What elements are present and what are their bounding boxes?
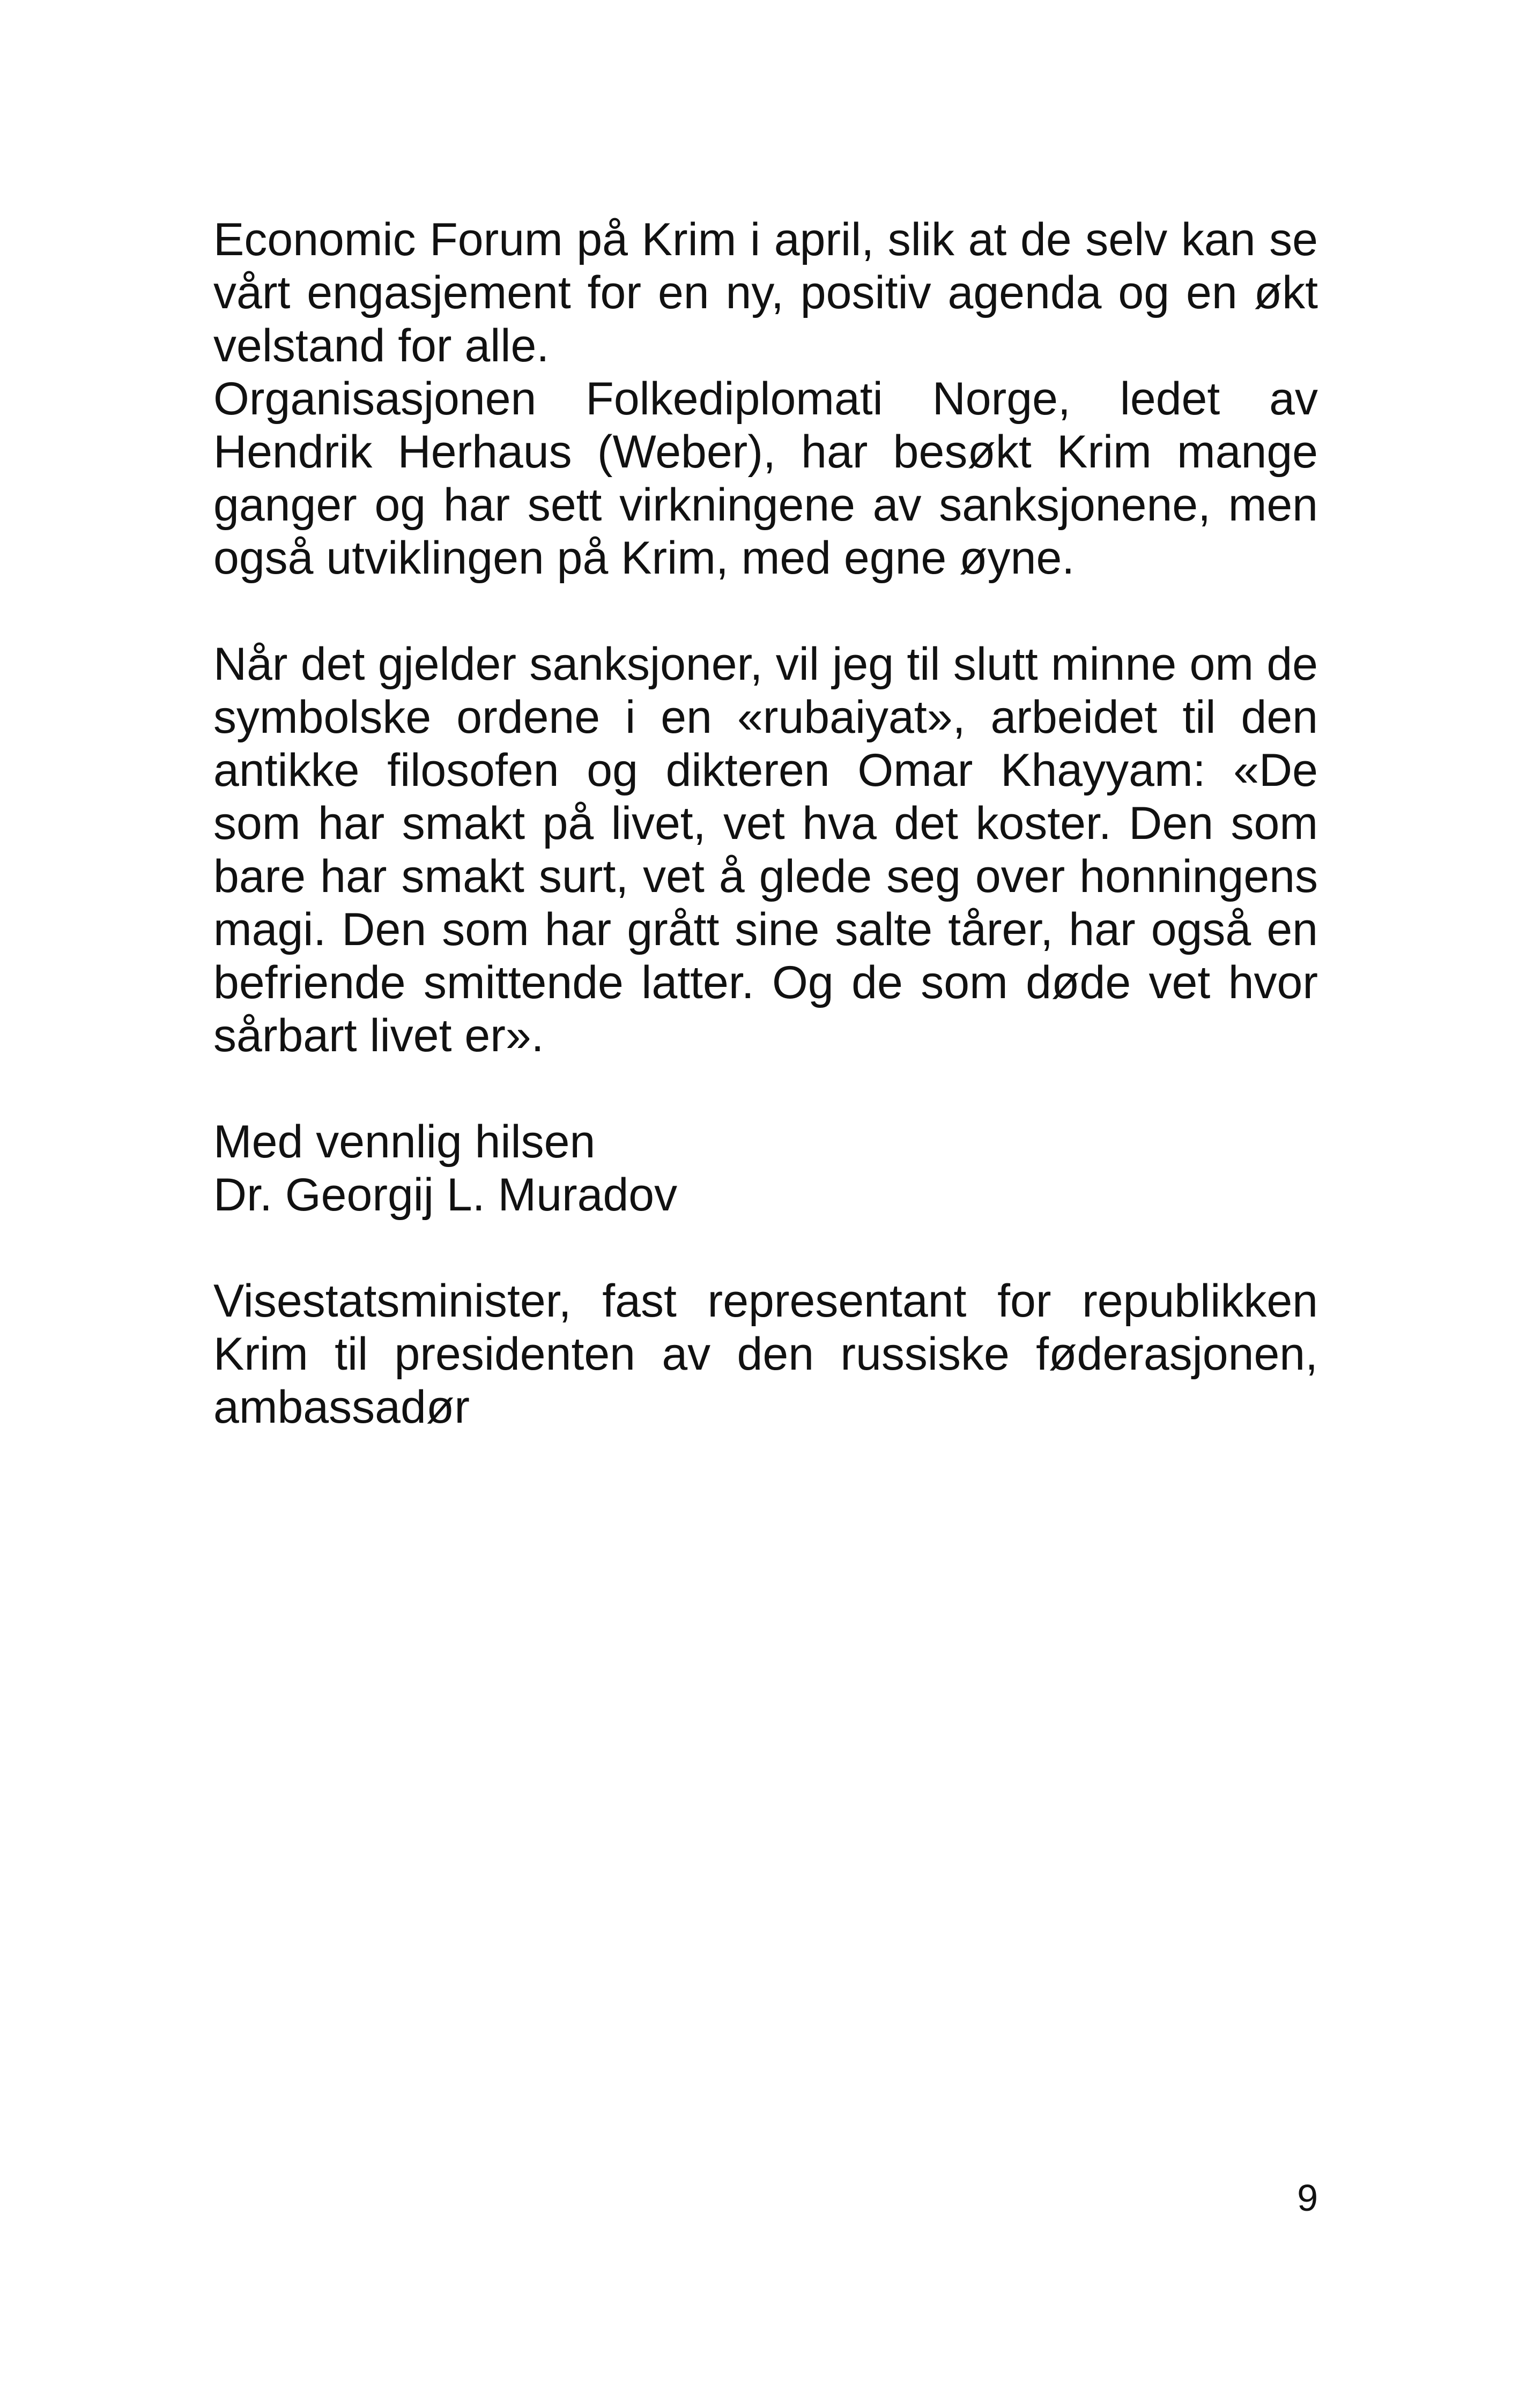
paragraph-intro-continuation: Economic Forum på Krim i april, slik at de selv kan se vårt engasjement for en ny, positiv agenda og en økt velstand for alle. xyxy=(213,214,1318,371)
signature-block xyxy=(213,1116,1318,1222)
signatory-title: Visestatsminister, fast representant for republikken Krim til presidenten av den russiske føderasjonen, ambassadør xyxy=(213,1275,1318,1433)
page-number: 9 xyxy=(1297,2177,1318,2219)
body-text xyxy=(213,213,1318,1434)
paragraph-folkediplomati: Organisasjonen Folkediplomati Norge, ledet av Hendrik Herhaus (Weber), har besøkt Krim mange ganger og har sett virkningene av sanksjonene, men også utviklingen på Krim, med egne øyne. xyxy=(213,373,1318,584)
signature-closing: Med vennlig hilsen xyxy=(213,1116,596,1168)
paragraph-sanctions-quote: Når det gjelder sanksjoner, vil jeg til slutt minne om de symbolske ordene i en «rubaiyat», arbeidet til den antikke filosofen og dikteren Omar Khayyam: «De som har smakt på livet, vet hva det koster. Den som bare har smakt surt, vet å glede seg over honningens magi. Den som har grått sine salte tårer, har også en befriende smittende latter. Og de som døde vet hvor sårbart livet er». xyxy=(213,638,1318,1061)
signature-name: Dr. Georgij L. Muradov xyxy=(213,1169,678,1221)
